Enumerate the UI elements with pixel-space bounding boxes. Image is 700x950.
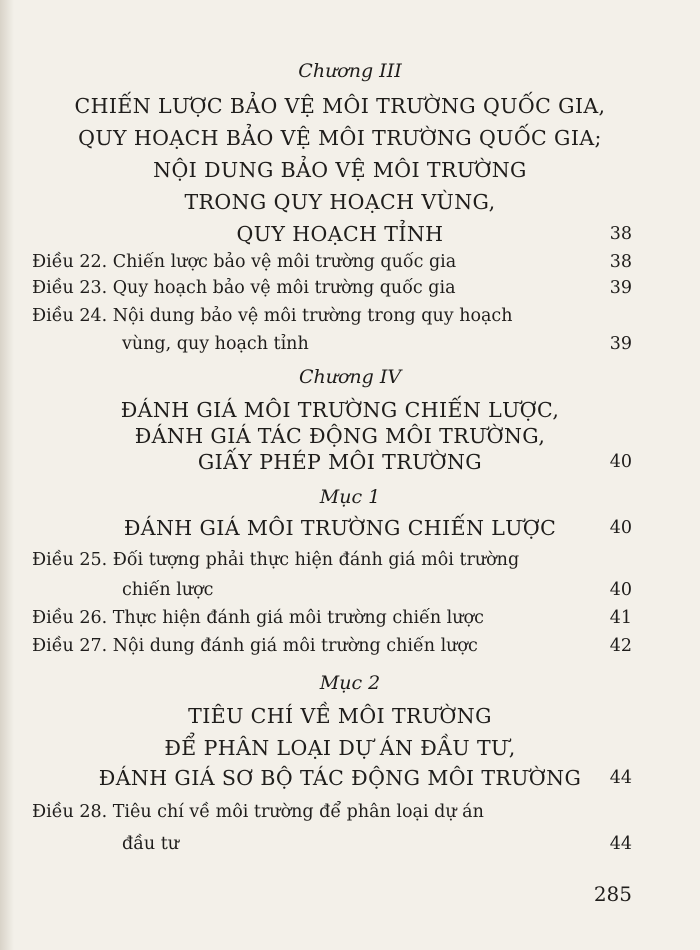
toc-entry-dieu-28-cont: đầu tư: [122, 834, 180, 854]
toc-entry-dieu-22: Điều 22. Chiến lược bảo vệ môi trường quốc gia: [32, 252, 457, 272]
toc-page-dieu-28: 44: [609, 834, 632, 854]
section-2-label: Mục 2: [319, 672, 381, 694]
toc-entry-dieu-24-cont: vùng, quy hoạch tỉnh: [122, 334, 309, 354]
section-2-heading-line-3: ĐÁNH GIÁ SƠ BỘ TÁC ĐỘNG MÔI TRƯỜNG: [98, 766, 582, 790]
toc-entry-dieu-25-cont: chiến lược: [122, 580, 214, 600]
chapter-3-page: 38: [609, 224, 632, 244]
chapter-4-heading-line-2: ĐÁNH GIÁ TÁC ĐỘNG MÔI TRƯỜNG,: [134, 424, 546, 448]
toc-page-dieu-22: 38: [609, 252, 632, 272]
chapter-3-heading-line-1: CHIẾN LƯỢC BẢO VỆ MÔI TRƯỜNG QUỐC GIA,: [74, 94, 606, 118]
toc-page-dieu-27: 42: [609, 636, 632, 656]
chapter-3-heading-line-3: NỘI DUNG BẢO VỆ MÔI TRƯỜNG: [153, 158, 527, 182]
section-1-page: 40: [609, 518, 632, 538]
toc-page-dieu-26: 41: [609, 608, 632, 628]
toc-page-dieu-23: 39: [609, 278, 632, 298]
section-2-heading-line-2: ĐỂ PHÂN LOẠI DỰ ÁN ĐẦU TƯ,: [164, 736, 516, 760]
section-2-heading-line-1: TIÊU CHÍ VỀ MÔI TRƯỜNG: [188, 704, 492, 728]
chapter-3-heading-line-4: TRONG QUY HOẠCH VÙNG,: [184, 190, 496, 214]
section-1-heading: ĐÁNH GIÁ MÔI TRƯỜNG CHIẾN LƯỢC: [123, 516, 557, 540]
chapter-4-heading-line-3: GIẤY PHÉP MÔI TRƯỜNG: [197, 450, 483, 474]
toc-entry-dieu-27: Điều 27. Nội dung đánh giá môi trường chiến lược: [32, 636, 478, 656]
section-1-label: Mục 1: [319, 486, 381, 508]
toc-entry-dieu-24: Điều 24. Nội dung bảo vệ môi trường trong quy hoạch: [32, 306, 513, 326]
toc-entry-dieu-26: Điều 26. Thực hiện đánh giá môi trường chiến lược: [32, 608, 484, 628]
page-number: 285: [593, 882, 632, 906]
toc-entry-dieu-28: Điều 28. Tiêu chí về môi trường để phân loại dự án: [32, 802, 484, 822]
toc-entry-dieu-23: Điều 23. Quy hoạch bảo vệ môi trường quốc gia: [32, 278, 456, 298]
chapter-4-heading-line-1: ĐÁNH GIÁ MÔI TRƯỜNG CHIẾN LƯỢC,: [120, 398, 560, 422]
toc-entry-dieu-25: Điều 25. Đối tượng phải thực hiện đánh giá môi trường: [32, 550, 520, 570]
toc-page-dieu-24: 39: [609, 334, 632, 354]
chapter-3-label: Chương III: [298, 60, 402, 82]
chapter-3-heading-line-5: QUY HOẠCH TỈNH: [236, 222, 444, 246]
chapter-4-label: Chương IV: [298, 366, 402, 388]
chapter-3-heading-line-2: QUY HOẠCH BẢO VỆ MÔI TRƯỜNG QUỐC GIA;: [78, 126, 602, 150]
chapter-4-page: 40: [609, 452, 632, 472]
toc-page-dieu-25: 40: [609, 580, 632, 600]
section-2-page: 44: [609, 768, 632, 788]
page-gutter-shadow: [0, 0, 14, 950]
